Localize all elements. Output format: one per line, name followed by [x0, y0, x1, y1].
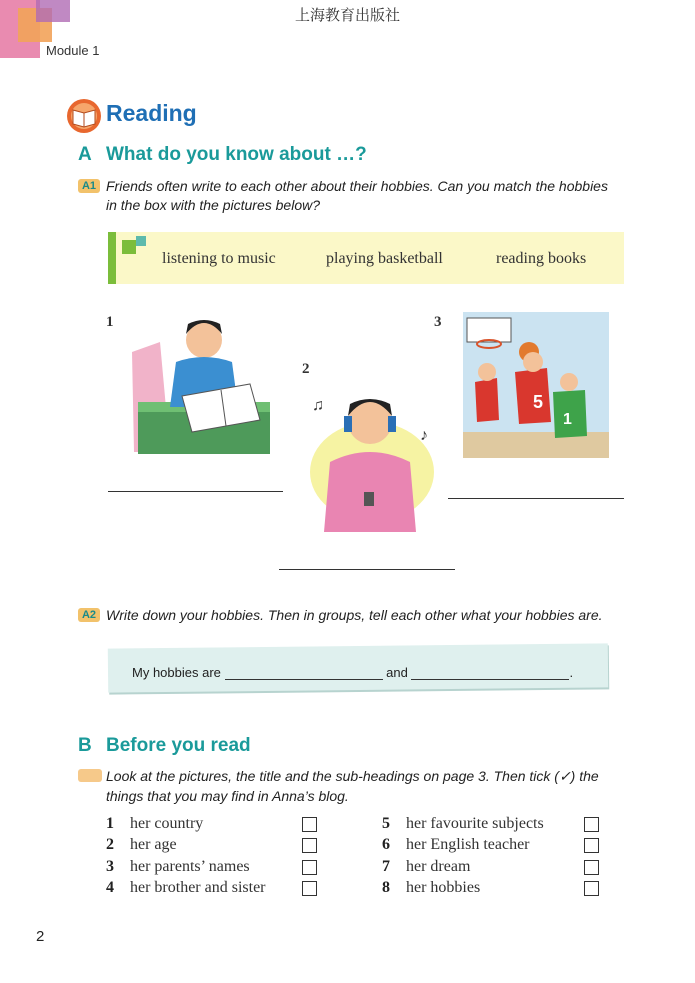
reading-title: Reading — [106, 100, 197, 126]
item-number: 7 — [382, 858, 390, 875]
hobbies-suffix: . — [569, 665, 574, 680]
item-label: her country — [130, 815, 204, 832]
b-instruction-line2: things that you may find in Anna’s blog. — [106, 788, 349, 804]
hobby-blank-1[interactable] — [225, 679, 383, 680]
tick-checkbox[interactable] — [584, 817, 599, 832]
section-b-letter: B — [78, 735, 92, 756]
item-number: 3 — [106, 858, 114, 875]
section-a-letter: A — [78, 144, 92, 165]
tick-checkbox[interactable] — [302, 838, 317, 853]
answer-line-2 — [279, 569, 455, 570]
boy-listening-music-illustration — [302, 382, 440, 532]
svg-text:1: 1 — [563, 411, 572, 428]
section-a-title: What do you know about …? — [106, 144, 367, 165]
tick-checkbox[interactable] — [584, 881, 599, 896]
a1-tag: A1 — [78, 179, 100, 193]
boy-reading-illustration — [130, 312, 275, 460]
picture-number: 2 — [302, 361, 310, 377]
module-label: Module 1 — [46, 43, 100, 58]
a2-instruction: Write down your hobbies. Then in groups, tell each other what your hobbies are. — [106, 607, 603, 623]
svg-text:5: 5 — [533, 392, 544, 412]
item-number: 1 — [106, 815, 114, 832]
item-number: 6 — [382, 836, 390, 853]
boys-playing-basketball-illustration — [463, 312, 609, 458]
svg-text:♪: ♪ — [420, 427, 428, 444]
answer-line-3 — [448, 498, 624, 499]
book-icon — [66, 98, 102, 134]
picture-number: 3 — [434, 314, 442, 330]
b-instruction-line1: Look at the pictures, the title and the sub-headings on page 3. Then tick (✓) the — [106, 768, 599, 784]
svg-text:♫: ♫ — [312, 397, 324, 414]
item-label: her favourite subjects — [406, 815, 544, 832]
b-tag — [78, 769, 102, 782]
hobby-box-bar — [108, 232, 116, 284]
hobby-option: reading books — [496, 250, 587, 267]
hobby-option: listening to music — [162, 250, 276, 267]
hobby-blank-2[interactable] — [411, 679, 569, 680]
section-b-title: Before you read — [106, 735, 251, 756]
item-number: 4 — [106, 879, 114, 896]
hobby-box-square — [122, 240, 136, 254]
item-label: her hobbies — [406, 879, 481, 896]
item-number: 2 — [106, 836, 114, 853]
item-label: her parents’ names — [130, 858, 250, 875]
tick-checkbox[interactable] — [302, 817, 317, 832]
a2-tag: A2 — [78, 608, 100, 622]
tick-checkbox[interactable] — [584, 860, 599, 875]
item-number: 5 — [382, 815, 390, 832]
a1-instruction-line1: Friends often write to each other about their hobbies. Can you match the hobbies — [106, 178, 608, 194]
item-label: her brother and sister — [130, 879, 266, 896]
hobbies-prefix: My hobbies are — [132, 665, 221, 680]
answer-line-1 — [108, 491, 283, 492]
publisher-name: 上海教育出版社 — [294, 6, 400, 24]
item-label: her age — [130, 836, 177, 853]
item-number: 8 — [382, 879, 390, 896]
tick-checkbox[interactable] — [302, 881, 317, 896]
tick-checkbox[interactable] — [302, 860, 317, 875]
hobbies-sentence — [132, 665, 573, 680]
hobbies-and: and — [386, 665, 408, 680]
a1-instruction-line2: in the box with the pictures below? — [106, 197, 321, 213]
tick-checkbox[interactable] — [584, 838, 599, 853]
hobby-option: playing basketball — [326, 250, 443, 267]
item-label: her dream — [406, 858, 471, 875]
picture-number: 1 — [106, 314, 114, 330]
page-number: 2 — [36, 928, 45, 945]
hobby-box — [108, 232, 624, 284]
hobby-box-square-small — [136, 236, 146, 246]
item-label: her English teacher — [406, 836, 530, 853]
